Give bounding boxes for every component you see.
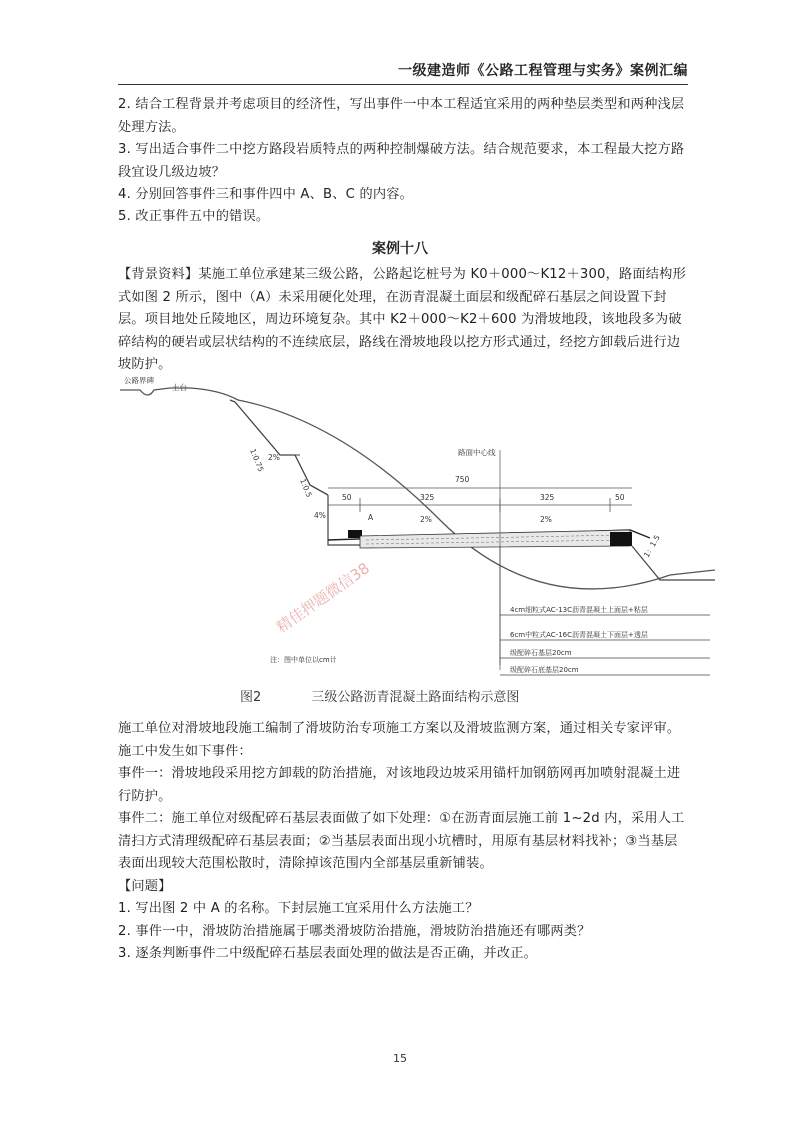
prev-question-3: 3. 写出适合事件二中挖方路段岩质特点的两种控制爆破方法。结合规范要求，本工程最大挖方路段宜设几级边坡？ (118, 142, 685, 180)
label-grade-ditch: 2% (268, 453, 280, 462)
label-w-left: 50 (342, 493, 352, 502)
caption-number: 图2 (240, 690, 262, 705)
event-1: 事件一：滑坡地段采用挖方卸载的防治措施，对该地段边坡采用锚杆加钢筋网再加喷射混凝土进行防护。 (118, 766, 681, 804)
shoulder-block-right (610, 532, 632, 546)
label-width-total: 750 (455, 475, 470, 484)
layer-label-3: 级配碎石基层20cm (510, 649, 572, 657)
question-1: 1. 写出图 2 中 A 的名称。下封层施工宜采用什么方法施工？ (118, 901, 479, 916)
label-grade-r: 2% (540, 515, 552, 524)
label-a: A (368, 513, 374, 522)
prev-question-2: 2. 结合工程背景并考虑项目的经济性，写出事件一中本工程适宜采用的两种垫层类型和两种浅层处理方法。 (118, 97, 685, 135)
label-w-right: 50 (615, 493, 625, 502)
questions-heading: 【问题】 (118, 879, 172, 894)
cut-slope (230, 400, 328, 495)
label-earth: 土台 (172, 383, 187, 392)
label-boundary: 公路界碑 (124, 376, 154, 385)
header-title: 一级建造师《公路工程管理与实务》案例汇编 (398, 63, 688, 79)
layer-label-2: 6cm中粒式AC-16C沥青混凝土下面层+透层 (510, 631, 648, 639)
prev-question-5: 5. 改正事件五中的错误。 (118, 209, 270, 224)
header-divider (118, 84, 688, 85)
case-title: 案例十八 (372, 241, 428, 257)
question-2: 2. 事件一中，滑坡防治措施属于哪类滑坡防治措施，滑坡防治措施还有哪两类？ (118, 924, 591, 939)
label-slope1: 1:0.75 (248, 447, 266, 474)
label-slope-right: 1：1.5 (641, 533, 662, 559)
label-w-mid1: 325 (420, 493, 435, 502)
layer-label-4: 级配碎石底基层20cm (510, 666, 579, 674)
prev-question-4: 4. 分别回答事件三和事件四中 A、B、C 的内容。 (118, 187, 414, 202)
figure-note: 注：图中单位以cm计 (270, 656, 337, 664)
label-center-line: 路面中心线 (458, 448, 496, 457)
layer-label-1: 4cm细粒式AC-13C沥青混凝土上面层+粘层 (510, 606, 648, 614)
watermark: 精佳押题微信38 (273, 559, 373, 637)
label-grade-shoulder: 4% (314, 511, 326, 520)
figure-caption (240, 686, 519, 705)
event-2: 事件二：施工单位对级配碎石基层表面做了如下处理：①在沥青面层施工前 1~2d 内，采用人工清扫方式清理级配碎石基层表面；②当基层表面出现小坑槽时，用原有基层材料找补；③当基层表面出现较大范围松散时，清除掉该范围内全部基层重新铺装。 (118, 811, 685, 871)
label-w-mid2: 325 (540, 493, 555, 502)
page-number: 15 (393, 1052, 407, 1065)
pavement-structure-figure (110, 370, 720, 710)
question-3: 3. 逐条判断事件二中级配碎石基层表面处理的做法是否正确，并改正。 (118, 946, 537, 961)
caption-text: 三级公路沥青混凝土路面结构示意图 (311, 690, 520, 705)
after-figure-text: 施工单位对滑坡地段施工编制了滑坡防治专项施工方案以及滑坡监测方案，通过相关专家评审。施工中发生如下事件： (118, 721, 681, 759)
case-background: 【背景资料】某施工单位承建某三级公路，公路起讫桩号为 K0＋000～K12＋300，路面结构形式如图 2 所示，图中（A）未采用硬化处理，在沥青混凝土面层和级配碎石基层之间设置下封层。项目地处丘陵地区，周边环境复杂。其中 K2＋000～K2＋600 为滑坡地段，该地段多为破碎结构的硬岩或层状结构的不连续底层，路线在滑坡地段以挖方形式通过，经挖方卸载后进行边坡防护。 (118, 267, 686, 372)
label-grade-l: 2% (420, 515, 432, 524)
pavement-layers (360, 530, 630, 548)
label-slope2: 1:0.5 (298, 477, 314, 499)
